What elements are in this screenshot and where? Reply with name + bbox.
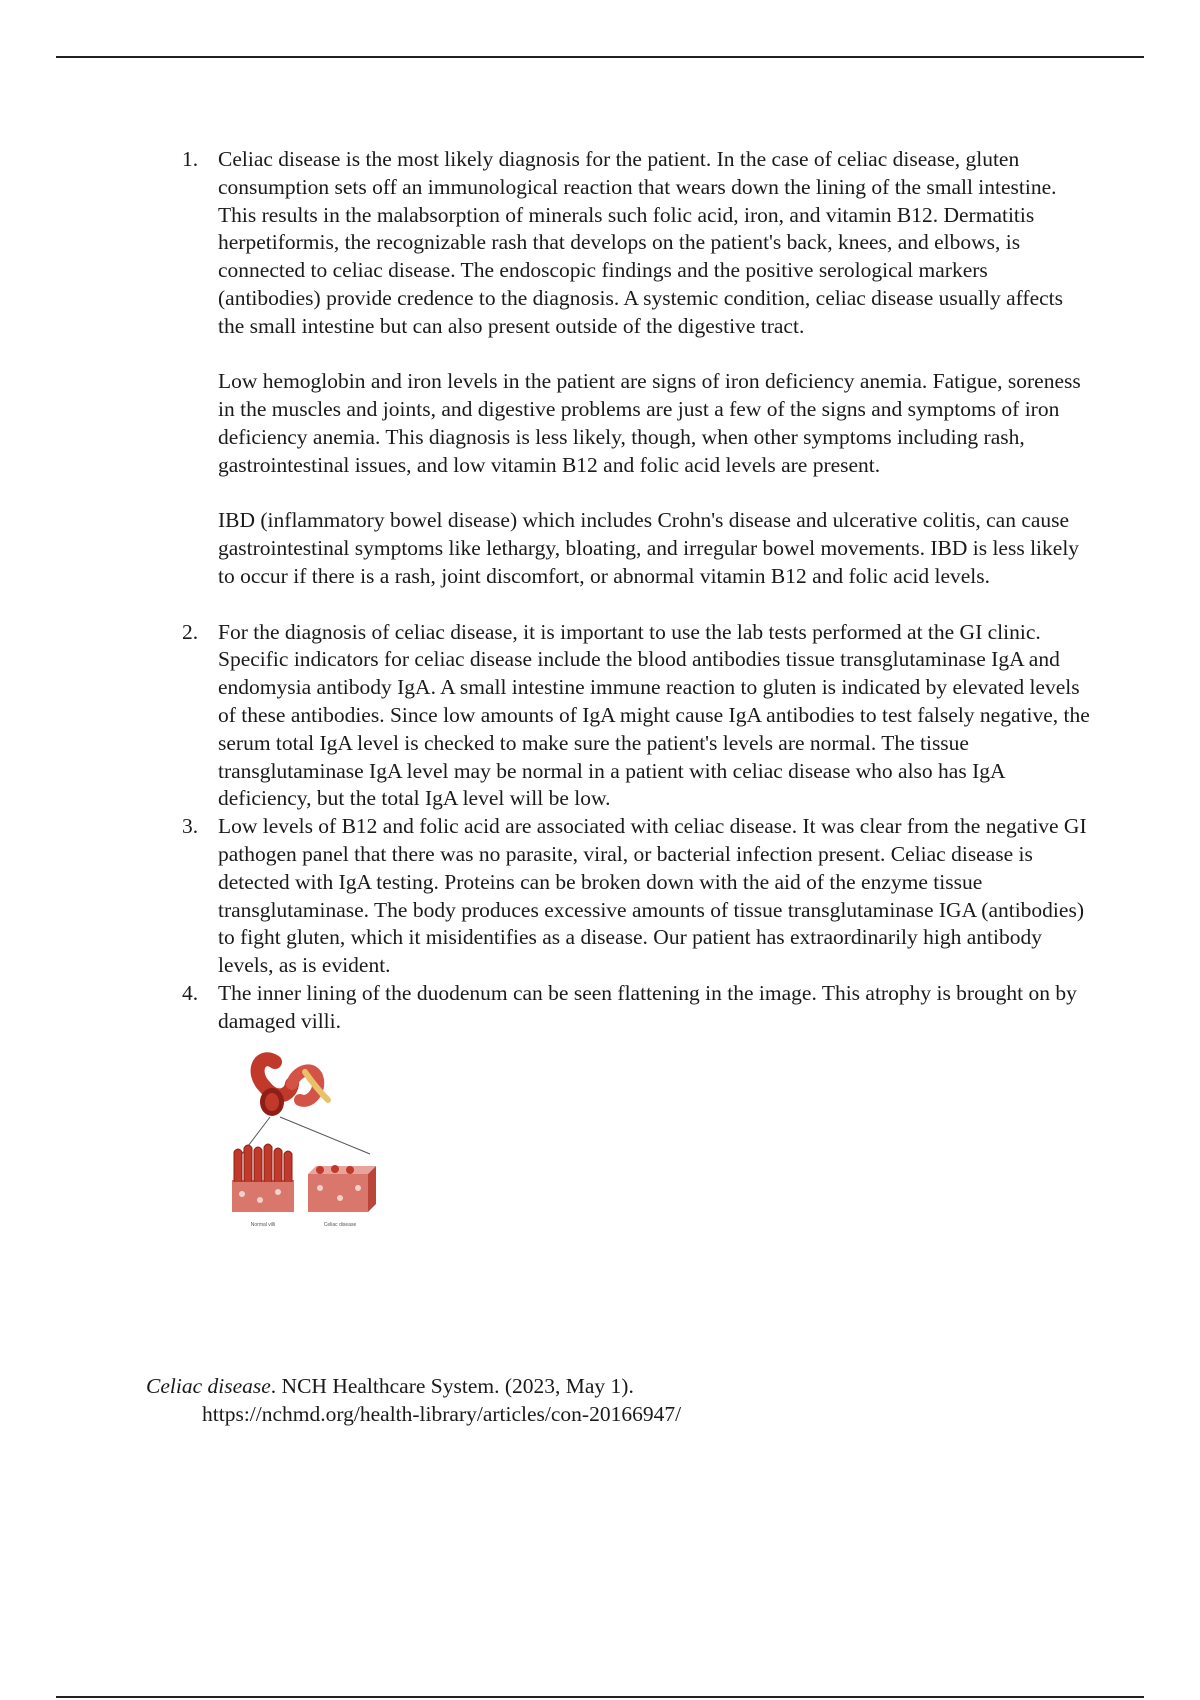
- answer-item-4: [0, 980, 1200, 1036]
- paragraph: IBD (inflammatory bowel disease) which includes Crohn's disease and ulcerative colitis, can cause gastrointestinal symptoms like lethargy, bloating, and irregular bowel movements. IBD is less likely to occur if there is a rash, joint discomfort, or abnormal vitamin B12 and folic acid levels.: [218, 508, 1080, 588]
- reference-citation: [146, 1373, 1096, 1429]
- figure-label-left: Normal villi: [250, 1221, 276, 1228]
- item-number: 4.: [182, 980, 199, 1005]
- footer-rule: [56, 1696, 1144, 1698]
- reference-url: https://nchmd.org/health-library/articles/con-20166947/: [202, 1401, 682, 1426]
- paragraph: For the diagnosis of celiac disease, it is important to use the lab tests performed at the GI clinic. Specific indicators for celiac disease include the blood antibodies tissue transglutaminase IgA and endomysia antibody IgA. A small intestine immune reaction to gluten is indicated by elevated levels of these antibodies. Since low amounts of IgA might cause IgA antibodies to test falsely negative, the serum total IgA level is checked to make sure the patient's levels are normal. The tissue transglutaminase IgA level may be normal in a patient with celiac disease who also has IgA deficiency, but the total IgA level will be low.: [218, 619, 1090, 811]
- reference-title: Celiac disease: [146, 1374, 271, 1398]
- paragraph: Celiac disease is the most likely diagnosis for the patient. In the case of celiac disease, gluten consumption sets off an immunological reaction that wears down the lining of the small intestine. This results in the malabsorption of minerals such folic acid, iron, and vitamin B12. Dermatitis herpetiformis, the recognizable rash that develops on the patient's back, knees, and elbows, is connected to celiac disease. The endoscopic findings and the positive serological markers (antibodies) provide credence to the diagnosis. A systemic condition, celiac disease usually affects the small intestine but can also present outside of the digestive tract.: [218, 147, 1064, 338]
- reference-source: . NCH Healthcare System. (2023, May 1).: [270, 1374, 634, 1398]
- answer-item-2: [0, 619, 1200, 814]
- intestine-icon: [258, 1059, 328, 1116]
- answer-item-1: [0, 146, 1200, 591]
- paragraph: The inner lining of the duodenum can be seen flattening in the image. This atrophy is brought on by damaged villi.: [218, 980, 1077, 1033]
- item-number: 3.: [182, 814, 199, 839]
- flattened-villi-icon: [308, 1165, 376, 1212]
- answer-item-3: [0, 813, 1200, 980]
- normal-villi-icon: [232, 1144, 294, 1212]
- item-number: 1.: [182, 147, 199, 171]
- paragraph: Low hemoglobin and iron levels in the patient are signs of iron deficiency anemia. Fatigue, soreness in the muscles and joints, and digestive problems are just a few of the signs and symptoms of iron deficiency anemia. This diagnosis is less likely, though, when other symptoms including rash, gastrointestinal issues, and low vitamin B12 and folic acid levels are present.: [218, 369, 1081, 477]
- answer-list: [0, 146, 1200, 1232]
- header-rule: [56, 56, 1144, 58]
- figure-label-right: Celiac disease: [323, 1221, 357, 1228]
- duodenum-villi-illustration: [220, 1042, 388, 1232]
- paragraph: Low levels of B12 and folic acid are associated with celiac disease. It was clear from the negative GI pathogen panel that there was no parasite, viral, or bacterial infection present. Celiac disease is detected with IgA testing. Proteins can be broken down with the aid of the enzyme tissue transglutaminase. The body produces excessive amounts of tissue transglutaminase IGA (antibodies) to fight gluten, which it misidentifies as a disease. Our patient has extraordinarily high antibody levels, as is evident.: [218, 814, 1087, 978]
- item-number: 2.: [182, 619, 199, 644]
